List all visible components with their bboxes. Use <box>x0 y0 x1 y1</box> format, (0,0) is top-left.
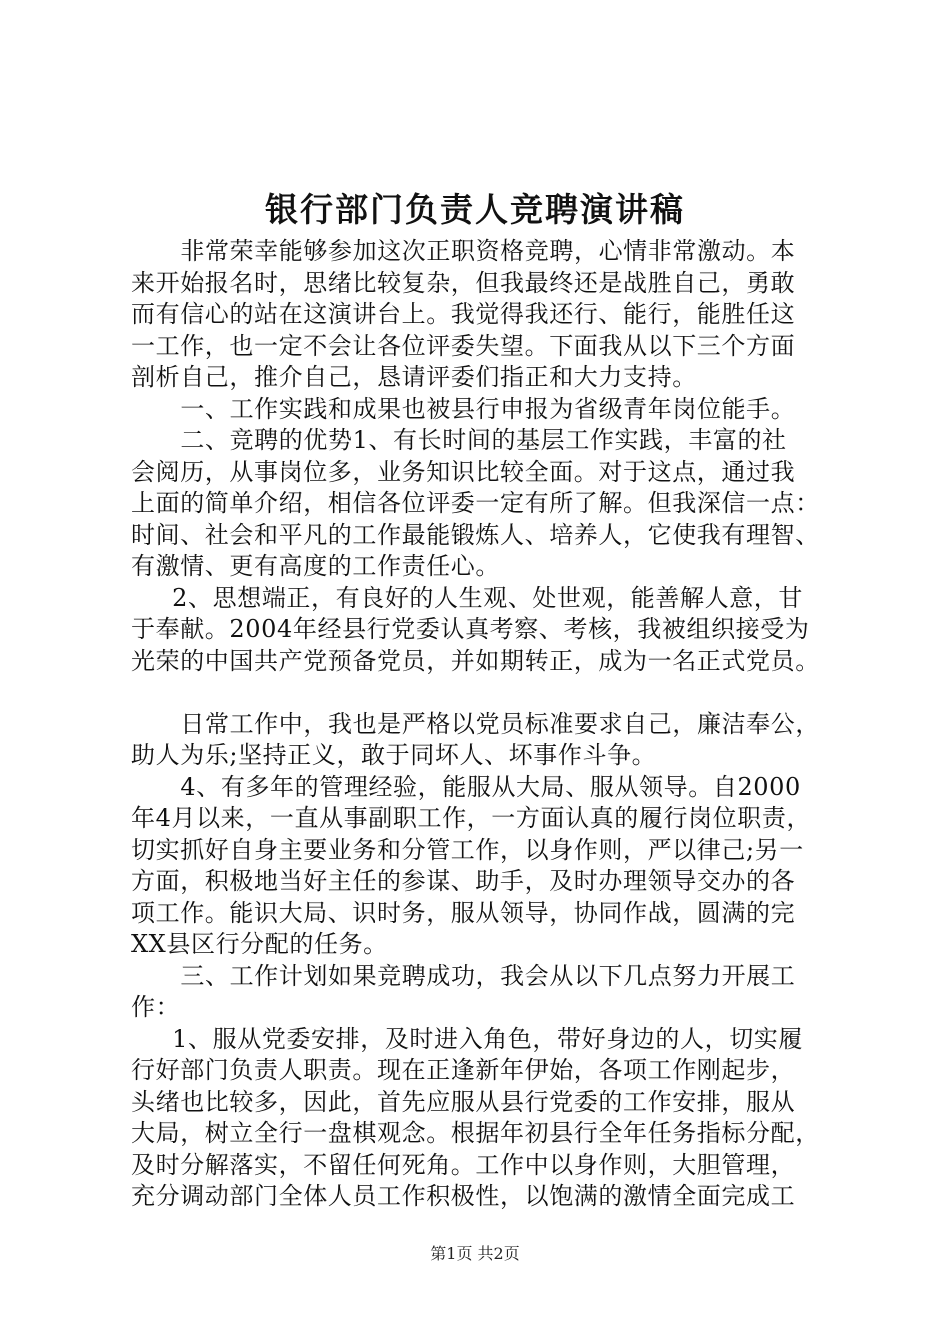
blank-line <box>131 677 826 709</box>
body-line: 头绪也比较多，因此，首先应服从县行党委的工作安排，服从 <box>131 1087 796 1116</box>
body-line: 三、工作计划如果竞聘成功，我会从以下几点努力开展工 <box>131 961 796 990</box>
body-line: 会阅历，从事岗位多，业务知识比较全面。对于这点，通过我 <box>131 457 796 486</box>
document-body <box>131 236 826 1213</box>
body-line: 于奉献。2004年经县行党委认真考察、考核，我被组织接受为 <box>131 615 810 643</box>
document-title: 银行部门负责人竞聘演讲稿 <box>265 190 685 229</box>
body-line: 而有信心的站在这演讲台上。我觉得我还行、能行，能胜任这 <box>131 300 796 328</box>
body-line: 2、思想端正，有良好的人生观、处世观，能善解人意，甘 <box>131 583 804 612</box>
body-line: 充分调动部门全体人员工作积极性，以饱满的激情全面完成工 <box>131 1182 796 1210</box>
body-line: 大局，树立全行一盘棋观念。根据年初县行全年任务指标分配， <box>131 1119 820 1147</box>
body-line: 日常工作中，我也是严格以党员标准要求自己，廉洁奉公， <box>131 709 820 738</box>
body-line: 切实抓好自身主要业务和分管工作，以身作则，严以律己;另一 <box>131 835 804 864</box>
body-line: 助人为乐;坚持正义，敢于同坏人、坏事作斗争。 <box>131 741 657 769</box>
body-line: 上面的简单介绍，相信各位评委一定有所了解。但我深信一点： <box>131 489 820 517</box>
body-line: 1、服从党委安排，及时进入角色，带好身边的人，切实履 <box>131 1024 804 1053</box>
body-line: 时间、社会和平凡的工作最能锻炼人、培养人，它使我有理智、 <box>131 520 820 549</box>
body-line: XX县区行分配的任务。 <box>131 930 388 958</box>
body-line: 作： <box>131 993 181 1021</box>
body-line: 年4月以来，一直从事副职工作，一方面认真的履行岗位职责， <box>131 804 812 832</box>
body-line: 二、竞聘的优势1、有长时间的基层工作实践，丰富的社 <box>131 426 787 454</box>
body-line: 光荣的中国共产党预备党员，并如期转正，成为一名正式党员。 <box>131 646 820 675</box>
body-line: 4、有多年的管理经验，能服从大局、服从领导。自2000 <box>131 772 801 801</box>
body-line: 行好部门负责人职责。现在正逢新年伊始，各项工作刚起步， <box>131 1056 796 1084</box>
body-line: 方面，积极地当好主任的参谋、助手，及时办理领导交办的各 <box>131 867 796 895</box>
body-line: 项工作。能识大局、识时务，服从领导，协同作战，圆满的完 <box>131 898 796 927</box>
body-line: 有激情、更有高度的工作责任心。 <box>131 552 500 580</box>
page-footer: 第1页 共2页 <box>430 1244 520 1263</box>
body-line: 非常荣幸能够参加这次正职资格竞聘，心情非常激动。本 <box>131 237 796 265</box>
body-line: 一、工作实践和成果也被县行申报为省级青年岗位能手。 <box>131 394 796 423</box>
body-line: 来开始报名时，思绪比较复杂，但我最终还是战胜自己，勇敢 <box>131 268 796 297</box>
body-line: 及时分解落实，不留任何死角。工作中以身作则，大胆管理， <box>131 1150 796 1179</box>
body-line: 一工作，也一定不会让各位评委失望。下面我从以下三个方面 <box>131 331 796 360</box>
body-line: 剖析自己，推介自己，恳请评委们指正和大力支持。 <box>131 363 697 391</box>
